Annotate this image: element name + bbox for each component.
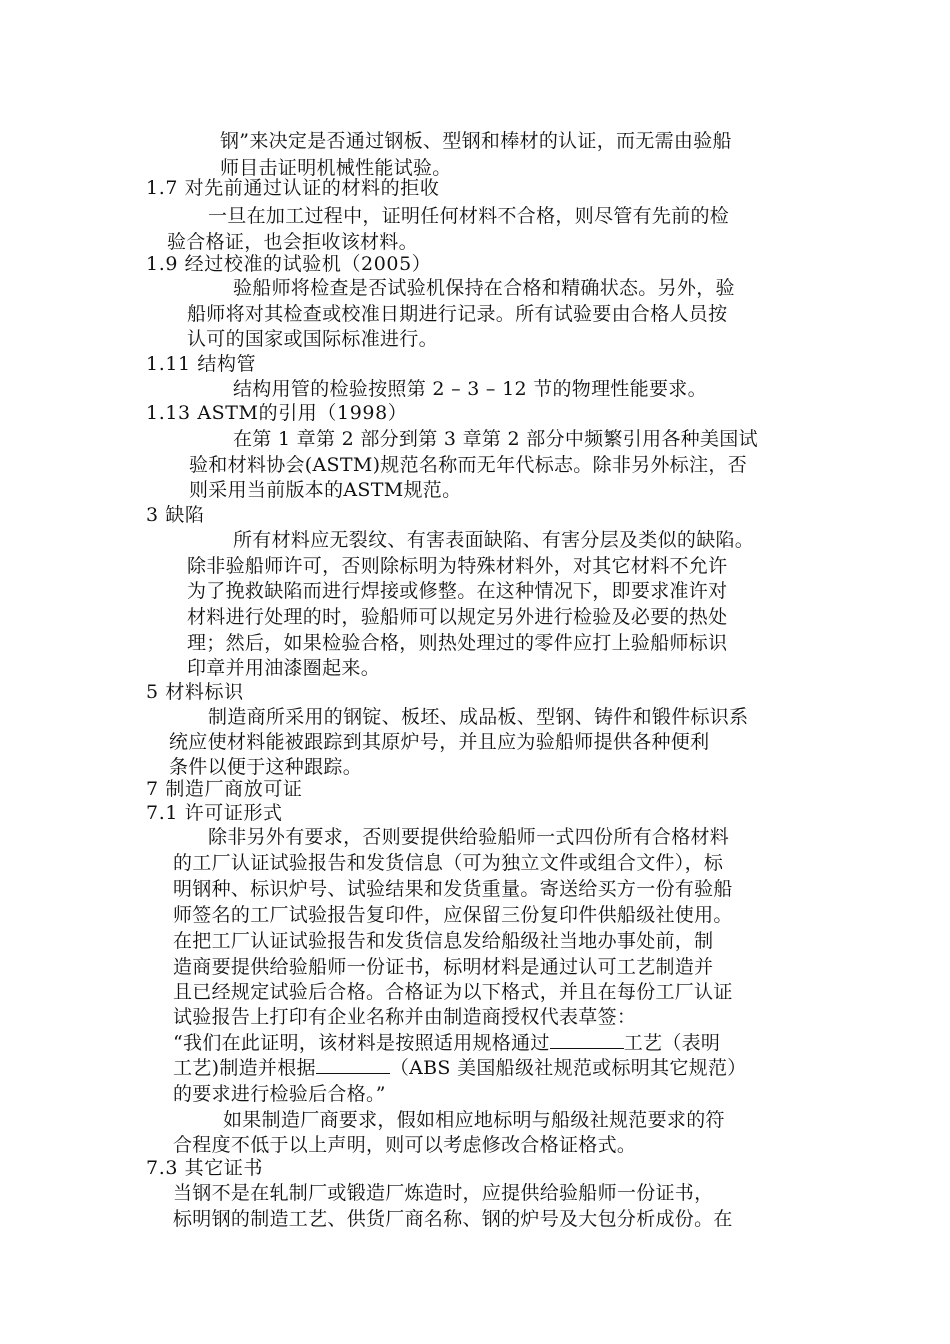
section-heading-5: 5 材料标识 [146,681,244,703]
paragraph-line: 理；然后，如果检验合格，则热处理过的零件应打上验船师标识 [187,632,728,654]
paragraph-line: 如果制造厂商要求，假如相应地标明与船级社规范要求的符 [223,1109,725,1131]
statement-text: 工艺)制造并根据 [173,1057,316,1079]
section-heading-7: 7 制造厂商放可证 [146,778,303,800]
paragraph-line: 明钢种、标识炉号、试验结果和发货重量。寄送给买方一份有验船 [173,878,733,900]
section-heading-1-13: 1.13 ASTM的引用（1998） [146,402,408,424]
paragraph-line: 验船师将检查是否试验机保持在合格和精确状态。另外，验 [233,277,735,299]
paragraph-line: 造商要提供给验船师一份证书，标明材料是通过认可工艺制造并 [173,956,714,978]
paragraph-line: 条件以便于这种跟踪。 [169,756,363,778]
paragraph-line: 结构用管的检验按照第 2 – 3 – 12 节的物理性能要求。 [233,378,707,400]
paragraph-line: 一旦在加工过程中，证明任何材料不合格，则尽管有先前的检 [208,205,730,227]
paragraph-line: 验合格证，也会拒收该材料。 [167,231,418,253]
paragraph-line: 船师将对其检查或校准日期进行记录。所有试验要由合格人员按 [187,303,728,325]
paragraph-line: 的工厂认证试验报告和发货信息（可为独立文件或组合文件），标 [173,852,724,874]
paragraph-line: 师目击证明机械性能试验。 [220,157,452,179]
section-heading-7-1: 7.1 许可证形式 [146,802,283,824]
statement-text: 工艺（表明 [623,1032,721,1054]
section-heading-3: 3 缺陷 [146,504,205,526]
section-heading-1-9: 1.9 经过校准的试验机（2005） [146,253,432,275]
section-heading-7-3: 7.3 其它证书 [146,1157,264,1179]
certificate-statement-line [173,1055,747,1081]
paragraph-line: 印章并用油漆圈起来。 [187,657,381,679]
paragraph-line: 制造商所采用的钢锭、板坯、成品板、型钢、铸件和锻件标识系 [208,706,749,728]
section-heading-1-11: 1.11 结构管 [146,353,257,375]
paragraph-line: 钢”来决定是否通过钢板、型钢和棒材的认证，而无需由验船 [220,130,732,152]
paragraph-line: 且已经规定试验后合格。合格证为以下格式，并且在每份工厂认证 [173,981,733,1003]
paragraph-line: 试验报告上打印有企业名称并由制造商授权代表草签： [173,1006,637,1028]
paragraph-line: 标明钢的制造工艺、供货厂商名称、钢的炉号及大包分析成份。在 [173,1208,733,1230]
paragraph-line: 除非另外有要求，否则要提供给验船师一式四份所有合格材料 [208,826,730,848]
statement-text: （ABS 美国船级社规范或标明其它规范） [389,1057,747,1079]
paragraph-line: 当钢不是在轧制厂或锻造厂炼造时，应提供给验船师一份证书， [173,1182,714,1204]
paragraph-line: 所有材料应无裂纹、有害表面缺陷、有害分层及类似的缺陷。 [233,529,755,551]
paragraph-line: 则采用当前版本的ASTM规范。 [189,479,462,501]
paragraph-line: 师签名的工厂试验报告复印件，应保留三份复印件供船级社使用。 [173,904,733,926]
paragraph-line: 验和材料协会(ASTM)规范名称而无年代标志。除非另外标注，否 [189,454,747,476]
fill-in-blank [550,1032,624,1049]
certificate-statement-line [173,1030,720,1056]
paragraph-line: 材料进行处理的时，验船师可以规定另外进行检验及必要的热处 [187,606,728,628]
paragraph-line: 除非验船师许可，否则除标明为特殊材料外，对其它材料不允许 [187,555,728,577]
fill-in-blank [316,1057,390,1074]
section-heading-1-7: 1.7 对先前通过认证的材料的拒收 [146,177,440,199]
paragraph-line: 在第 1 章第 2 部分到第 3 章第 2 部分中频繁引用各种美国试 [233,428,758,450]
paragraph-line: 在把工厂认证试验报告和发货信息发给船级社当地办事处前，制 [173,930,714,952]
statement-text: “我们在此证明，该材料是按照适用规格通过 [173,1032,550,1054]
certificate-statement-line: 的要求进行检验后合格。” [173,1083,386,1105]
paragraph-line: 认可的国家或国际标准进行。 [187,328,438,350]
paragraph-line: 统应使材料能被跟踪到其原炉号，并且应为验船师提供各种便利 [169,731,710,753]
paragraph-line: 为了挽救缺陷而进行焊接或修整。在这种情况下，即要求准许对 [187,580,728,602]
paragraph-line: 合程度不低于以上声明，则可以考虑修改合格证格式。 [173,1134,637,1156]
